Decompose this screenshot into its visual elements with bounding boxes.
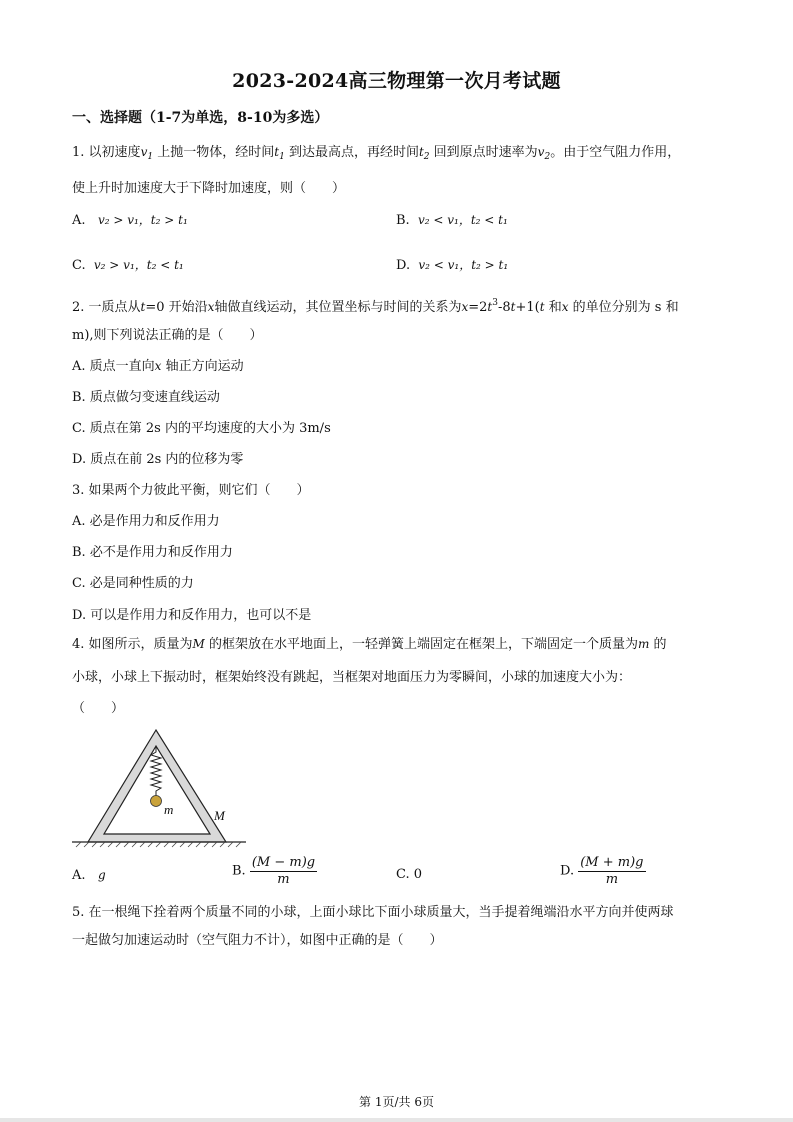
question-2-option-a[interactable]: A. 质点一直向x 轴正方向运动 <box>72 359 244 374</box>
question-5-stem: 5. 在一根绳下拴着两个质量不同的小球，上面小球比下面小球质量大，当手提着绳端沿水平方向并使两球 <box>72 905 674 920</box>
question-4-option-c[interactable]: C. 0 <box>396 867 423 882</box>
question-2-stem: 2. 一质点从t=0 开始沿x轴做直线运动，其位置坐标与时间的关系为$x=2t^3-8t+1(t$ 和x 的单位分别为 s 和 <box>72 298 679 315</box>
fraction-b: $\frac{(M - m)g}{m}$ <box>251 855 316 887</box>
ball-label: m <box>164 802 174 817</box>
question-1-option-d[interactable]: D. v₂ < v₁，t₂ > t₁ <box>396 258 509 273</box>
ground-hatch <box>76 842 241 847</box>
question-3-option-b[interactable]: B. 必不是作用力和反作用力 <box>72 545 233 560</box>
question-2-stem-line2: m),则下列说法正确的是（ ） <box>72 328 263 343</box>
frame-label: M <box>214 808 225 823</box>
fraction-d: $\frac{(M + m)g}{m}$ <box>580 855 644 887</box>
question-3-stem: 3. 如果两个力彼此平衡，则它们（ ） <box>72 483 310 498</box>
frame-spring-figure <box>70 726 250 848</box>
question-3-option-a[interactable]: A. 必是作用力和反作用力 <box>72 514 220 529</box>
ball <box>151 796 162 807</box>
question-3-option-d[interactable]: D. 可以是作用力和反作用力，也可以不是 <box>72 608 312 623</box>
question-2-option-c[interactable]: C. 质点在第 2s 内的平均速度的大小为 3m/s <box>72 421 331 436</box>
question-1-stem: 1. 以初速度$v_1$ 上抛一物体，经时间$t_1$ 到达最高点，再经时间$t_2$ 回到原点时速率为$v_2$。由于空气阻力作用， <box>72 145 681 162</box>
section-heading: 一、选择题（1-7为单选，8-10为多选） <box>72 110 329 126</box>
question-3-option-c[interactable]: C. 必是同种性质的力 <box>72 576 194 591</box>
question-2-option-b[interactable]: B. 质点做匀变速直线运动 <box>72 390 220 405</box>
question-4-stem-line3: （ ） <box>72 701 125 716</box>
question-5-stem-line2: 一起做匀加速运动时（空气阻力不计），如图中正确的是（ ） <box>72 933 443 948</box>
question-4-stem-line2: 小球，小球上下振动时，框架始终没有跳起，当框架对地面压力为零瞬间，小球的加速度大小为： <box>72 670 632 685</box>
page-title: 2023-2024高三物理第一次月考试题 <box>232 70 561 92</box>
question-1-option-b[interactable]: B. v₂ < v₁，t₂ < t₁ <box>396 213 508 228</box>
question-2-option-d[interactable]: D. 质点在前 2s 内的位移为零 <box>72 452 244 467</box>
question-1-stem-line2: 使上升时加速度大于下降时加速度，则（ ） <box>72 181 346 196</box>
bottom-rule <box>0 1118 793 1122</box>
question-1-option-c[interactable]: C. v₂ > v₁，t₂ < t₁ <box>72 258 184 273</box>
question-4-option-a[interactable]: A. g <box>72 868 106 883</box>
question-4-option-d[interactable]: D. $\frac{(M + m)g}{m}$ <box>560 855 644 887</box>
question-1-option-a[interactable]: A. v₂ > v₁，t₂ > t₁ <box>72 213 188 228</box>
question-4-option-b[interactable]: B. $\frac{(M - m)g}{m}$ <box>232 855 316 887</box>
page-footer: 第 1页/共 6页 <box>359 1095 434 1109</box>
question-4-stem: 4. 如图所示，质量为M 的框架放在水平地面上，一轻弹簧上端固定在框架上，下端固定一个质量为m 的 <box>72 637 667 652</box>
